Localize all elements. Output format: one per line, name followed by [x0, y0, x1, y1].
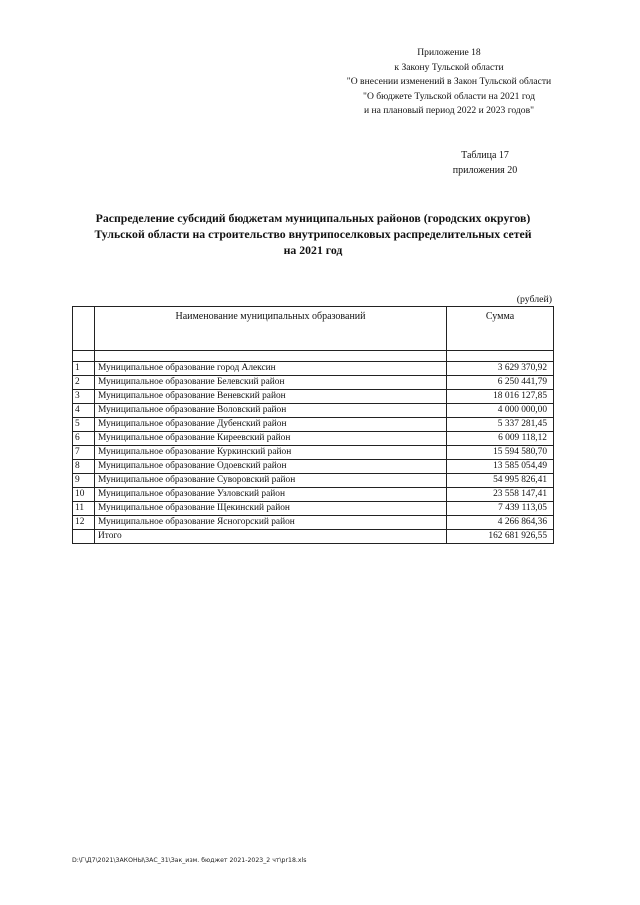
row-number: 8	[73, 460, 95, 474]
row-name: Муниципальное образование Веневский район	[95, 390, 447, 404]
row-name: Муниципальное образование Воловский район	[95, 404, 447, 418]
table-row	[73, 474, 554, 488]
row-name: Муниципальное образование Киреевский район	[95, 432, 447, 446]
appendix-header	[330, 46, 568, 119]
title-line: на 2021 год	[283, 243, 343, 257]
row-sum: 13 585 054,49	[447, 460, 554, 474]
row-name: Муниципальное образование Дубенский район	[95, 418, 447, 432]
row-name: Муниципальное образование Белевский район	[95, 376, 447, 390]
row-sum: 23 558 147,41	[447, 488, 554, 502]
spacer-cell	[447, 351, 554, 362]
table-row	[73, 446, 554, 460]
row-name: Муниципальное образование Куркинский район	[95, 446, 447, 460]
row-sum: 18 016 127,85	[447, 390, 554, 404]
row-number: 10	[73, 488, 95, 502]
header-line: и на плановый период 2022 и 2023 годов"	[363, 105, 535, 116]
row-sum: 5 337 281,45	[447, 418, 554, 432]
row-sum: 6 250 441,79	[447, 376, 554, 390]
row-name: Муниципальное образование Щекинский район	[95, 502, 447, 516]
row-number: 7	[73, 446, 95, 460]
row-sum: 4 000 000,00	[447, 404, 554, 418]
row-sum: 7 439 113,05	[447, 502, 554, 516]
row-number: 11	[73, 502, 95, 516]
document-title	[62, 210, 564, 258]
table-reference	[440, 148, 530, 178]
row-sum: 162 681 926,55	[447, 530, 554, 544]
subsidy-table	[72, 306, 554, 544]
table-ref-line: приложения 20	[452, 165, 518, 176]
row-name: Муниципальное образование Ясногорский район	[95, 516, 447, 530]
row-number: 3	[73, 390, 95, 404]
table-row	[73, 432, 554, 446]
table-row	[73, 390, 554, 404]
title-line: Распределение субсидий бюджетам муниципальных районов (городских округов)	[95, 211, 531, 225]
row-number: 12	[73, 516, 95, 530]
row-sum: 15 594 580,70	[447, 446, 554, 460]
column-header-name: Наименование муниципальных образований	[95, 307, 447, 351]
header-line: Приложение 18	[417, 47, 481, 58]
row-number: 9	[73, 474, 95, 488]
table-row	[73, 376, 554, 390]
row-name: Муниципальное образование Одоевский район	[95, 460, 447, 474]
table-row	[73, 362, 554, 376]
row-sum: 54 995 826,41	[447, 474, 554, 488]
row-name: Муниципальное образование город Алексин	[95, 362, 447, 376]
header-line: "О внесении изменений в Закон Тульской области	[346, 76, 552, 87]
spacer-cell	[73, 351, 95, 362]
table-row	[73, 488, 554, 502]
spacer-cell	[95, 351, 447, 362]
file-path-footer: D:\Г\Д7\2021\ЗАКОНЫ\ЗАС_31\Зак_изм. бюджет 2021-2023_2 чт\pr18.xls	[72, 857, 307, 864]
table-row	[73, 418, 554, 432]
header-line: к Закону Тульской области	[394, 61, 504, 73]
row-sum: 3 629 370,92	[447, 362, 554, 376]
row-name: Итого	[95, 530, 447, 544]
row-number: 4	[73, 404, 95, 418]
table-ref-line: Таблица 17	[461, 150, 509, 161]
row-sum: 6 009 118,12	[447, 432, 554, 446]
table-total-row	[73, 530, 554, 544]
row-name: Муниципальное образование Узловский район	[95, 488, 447, 502]
table-row	[73, 502, 554, 516]
title-line: Тульской области на строительство внутрипоселковых распределительных сетей	[94, 227, 532, 241]
row-number: 1	[73, 362, 95, 376]
row-sum: 4 266 864,36	[447, 516, 554, 530]
column-header-number	[73, 307, 95, 351]
table-row	[73, 516, 554, 530]
row-number: 6	[73, 432, 95, 446]
table-spacer-row	[73, 351, 554, 362]
row-name: Муниципальное образование Суворовский район	[95, 474, 447, 488]
header-line: "О бюджете Тульской области на 2021 год	[363, 90, 535, 102]
row-number: 5	[73, 418, 95, 432]
column-header-sum: Сумма	[447, 307, 554, 351]
unit-label: (рублей)	[516, 294, 552, 305]
table-row	[73, 460, 554, 474]
table-row	[73, 404, 554, 418]
table-header-row	[73, 307, 554, 351]
row-number	[73, 530, 95, 544]
row-number: 2	[73, 376, 95, 390]
